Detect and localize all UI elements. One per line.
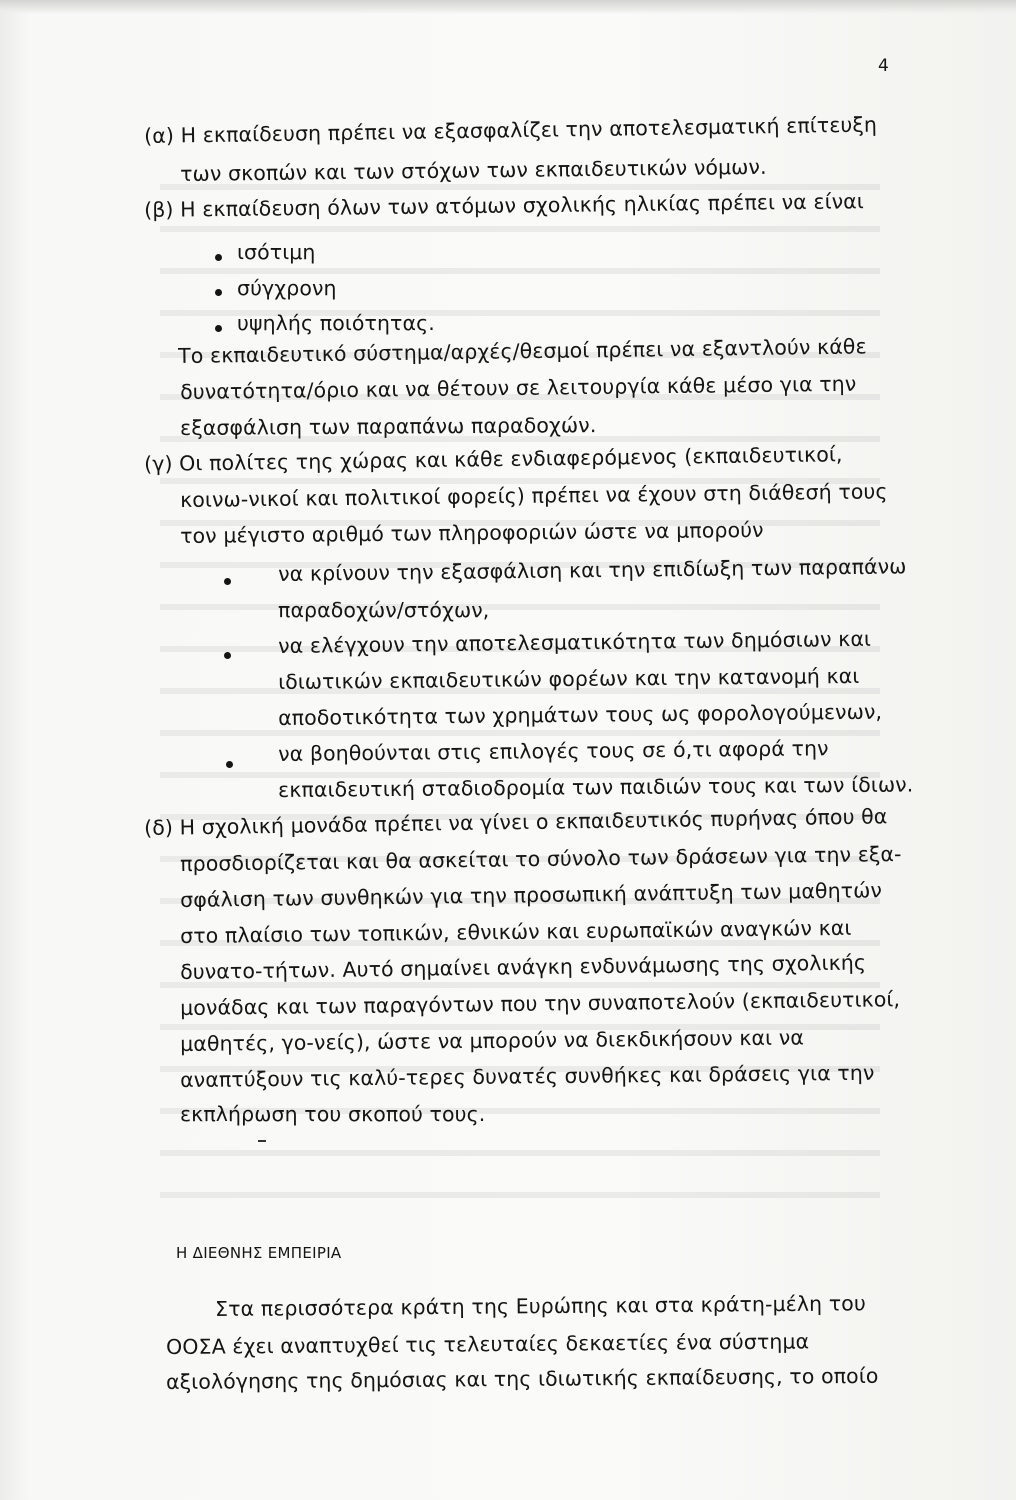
section-line-3: αξιολόγησης της δημόσιας και της ιδιωτικής εκπαίδευσης, το οποίο bbox=[166, 1363, 879, 1394]
para-c-item-2-line-2: ιδιωτικών εκπαιδευτικών φορέων και την κατανομή και bbox=[278, 663, 860, 694]
section-line-1: Στα περισσότερα κράτη της Ευρώπης και στα κράτη-μέλη του bbox=[215, 1291, 866, 1321]
para-d-line-8: αναπτύξουν τις καλύ-τερες δυνατές συνθήκες και δράσεις για την bbox=[180, 1060, 875, 1092]
para-d-line-2: προσδιορίζεται και θα ασκείται το σύνολο των δράσεων για την εξα- bbox=[180, 841, 902, 876]
para-c-item-3-line-1: να βοηθούνται στις επιλογές τους σε ό,τι αφορά την bbox=[278, 736, 829, 766]
para-c-item-2-line-1: να ελέγχουν την αποτελεσματικότητα των δημόσιων και bbox=[278, 626, 872, 658]
para-a-line-1: (α) Η εκπαίδευση πρέπει να εξασφαλίζει την αποτελεσματική επίτευξη bbox=[144, 112, 878, 148]
para-c-item-3-line-2: εκπαιδευτική σταδιοδρομία των παιδιών τους και των ίδιων. bbox=[278, 772, 914, 802]
bullet-icon bbox=[224, 578, 231, 585]
para-d-line-7: μαθητές, γο-νείς), ώστε να μπορούν να διεκδικήσουν και να bbox=[180, 1025, 805, 1056]
para-d-line-4: στο πλαίσιο των τοπικών, εθνικών και ευρωπαϊκών αναγκών και bbox=[180, 915, 852, 948]
para-d-line-5: δυνατο-τήτων. Αυτό σημαίνει ανάγκη ενδυνάμωσης της σχολικής bbox=[180, 950, 867, 984]
para-d-line-9: εκπλήρωση του σκοπού τους. bbox=[180, 1102, 486, 1126]
para-b-item-2: σύγχρονη bbox=[237, 276, 337, 300]
para-c-line-3: τον μέγιστο αριθμό των πληροφοριών ώστε να μπορούν bbox=[180, 517, 764, 548]
para-d-line-1: (δ) Η σχολική μονάδα πρέπει να γίνει ο εκπαιδευτικός πυρήνας όπου θα bbox=[144, 804, 888, 840]
stray-mark bbox=[258, 1140, 266, 1142]
bullet-icon bbox=[226, 761, 233, 768]
bullet-icon bbox=[215, 254, 222, 261]
para-d-line-6: μονάδας και των παραγόντων που την συναποτελούν (εκπαιδευτικοί, bbox=[180, 987, 901, 1020]
para-b-line-1: (β) Η εκπαίδευση όλων των ατόμων σχολικής ηλικίας πρέπει να είναι bbox=[144, 189, 864, 222]
system-line-1: Το εκπαιδευτικό σύστημα/αρχές/θεσμοί πρέπει να εξαντλούν κάθε bbox=[178, 334, 867, 368]
section-line-2: ΟΟΣΑ έχει αναπτυχθεί τις τελευταίες δεκαετίες ένα σύστημα bbox=[166, 1329, 810, 1359]
para-c-item-1-line-2: παραδοχών/στόχων, bbox=[278, 598, 490, 622]
section-heading: Η ΔΙΕΘΝΗΣ ΕΜΠΕΙΡΙΑ bbox=[176, 1244, 342, 1262]
para-b-item-3: υψηλής ποιότητας. bbox=[237, 311, 435, 335]
para-c-line-2: κοινω-νικοί και πολιτικοί φορείς) πρέπει να έχουν στη διάθεσή τους bbox=[180, 479, 888, 512]
bullet-icon bbox=[224, 652, 231, 659]
bullet-icon bbox=[215, 289, 222, 296]
system-line-2: δυνατότητα/όριο και να θέτουν σε λειτουργία κάθε μέσο για την bbox=[180, 371, 857, 404]
page-number: 4 bbox=[878, 56, 889, 76]
para-a-line-2: των σκοπών και των στόχων των εκπαιδευτικών νόμων. bbox=[180, 154, 767, 186]
system-line-3: εξασφάλιση των παραπάνω παραδοχών. bbox=[180, 413, 597, 440]
para-c-item-1-line-1: να κρίνουν την εξασφάλιση και την επιδίωξη των παραπάνω bbox=[278, 554, 907, 586]
para-b-item-1: ισότιμη bbox=[237, 240, 316, 264]
page-top-edge bbox=[0, 0, 1016, 14]
bullet-icon bbox=[215, 325, 222, 332]
para-c-line-1: (γ) Οι πολίτες της χώρας και κάθε ενδιαφερόμενος (εκπαιδευτικοί, bbox=[144, 442, 843, 476]
para-d-line-3: σφάλιση των συνθηκών για την προσωπική ανάπτυξη των μαθητών bbox=[180, 878, 883, 912]
para-c-item-2-line-3: αποδοτικότητα των χρημάτων τους ως φορολογούμενων, bbox=[278, 699, 883, 730]
